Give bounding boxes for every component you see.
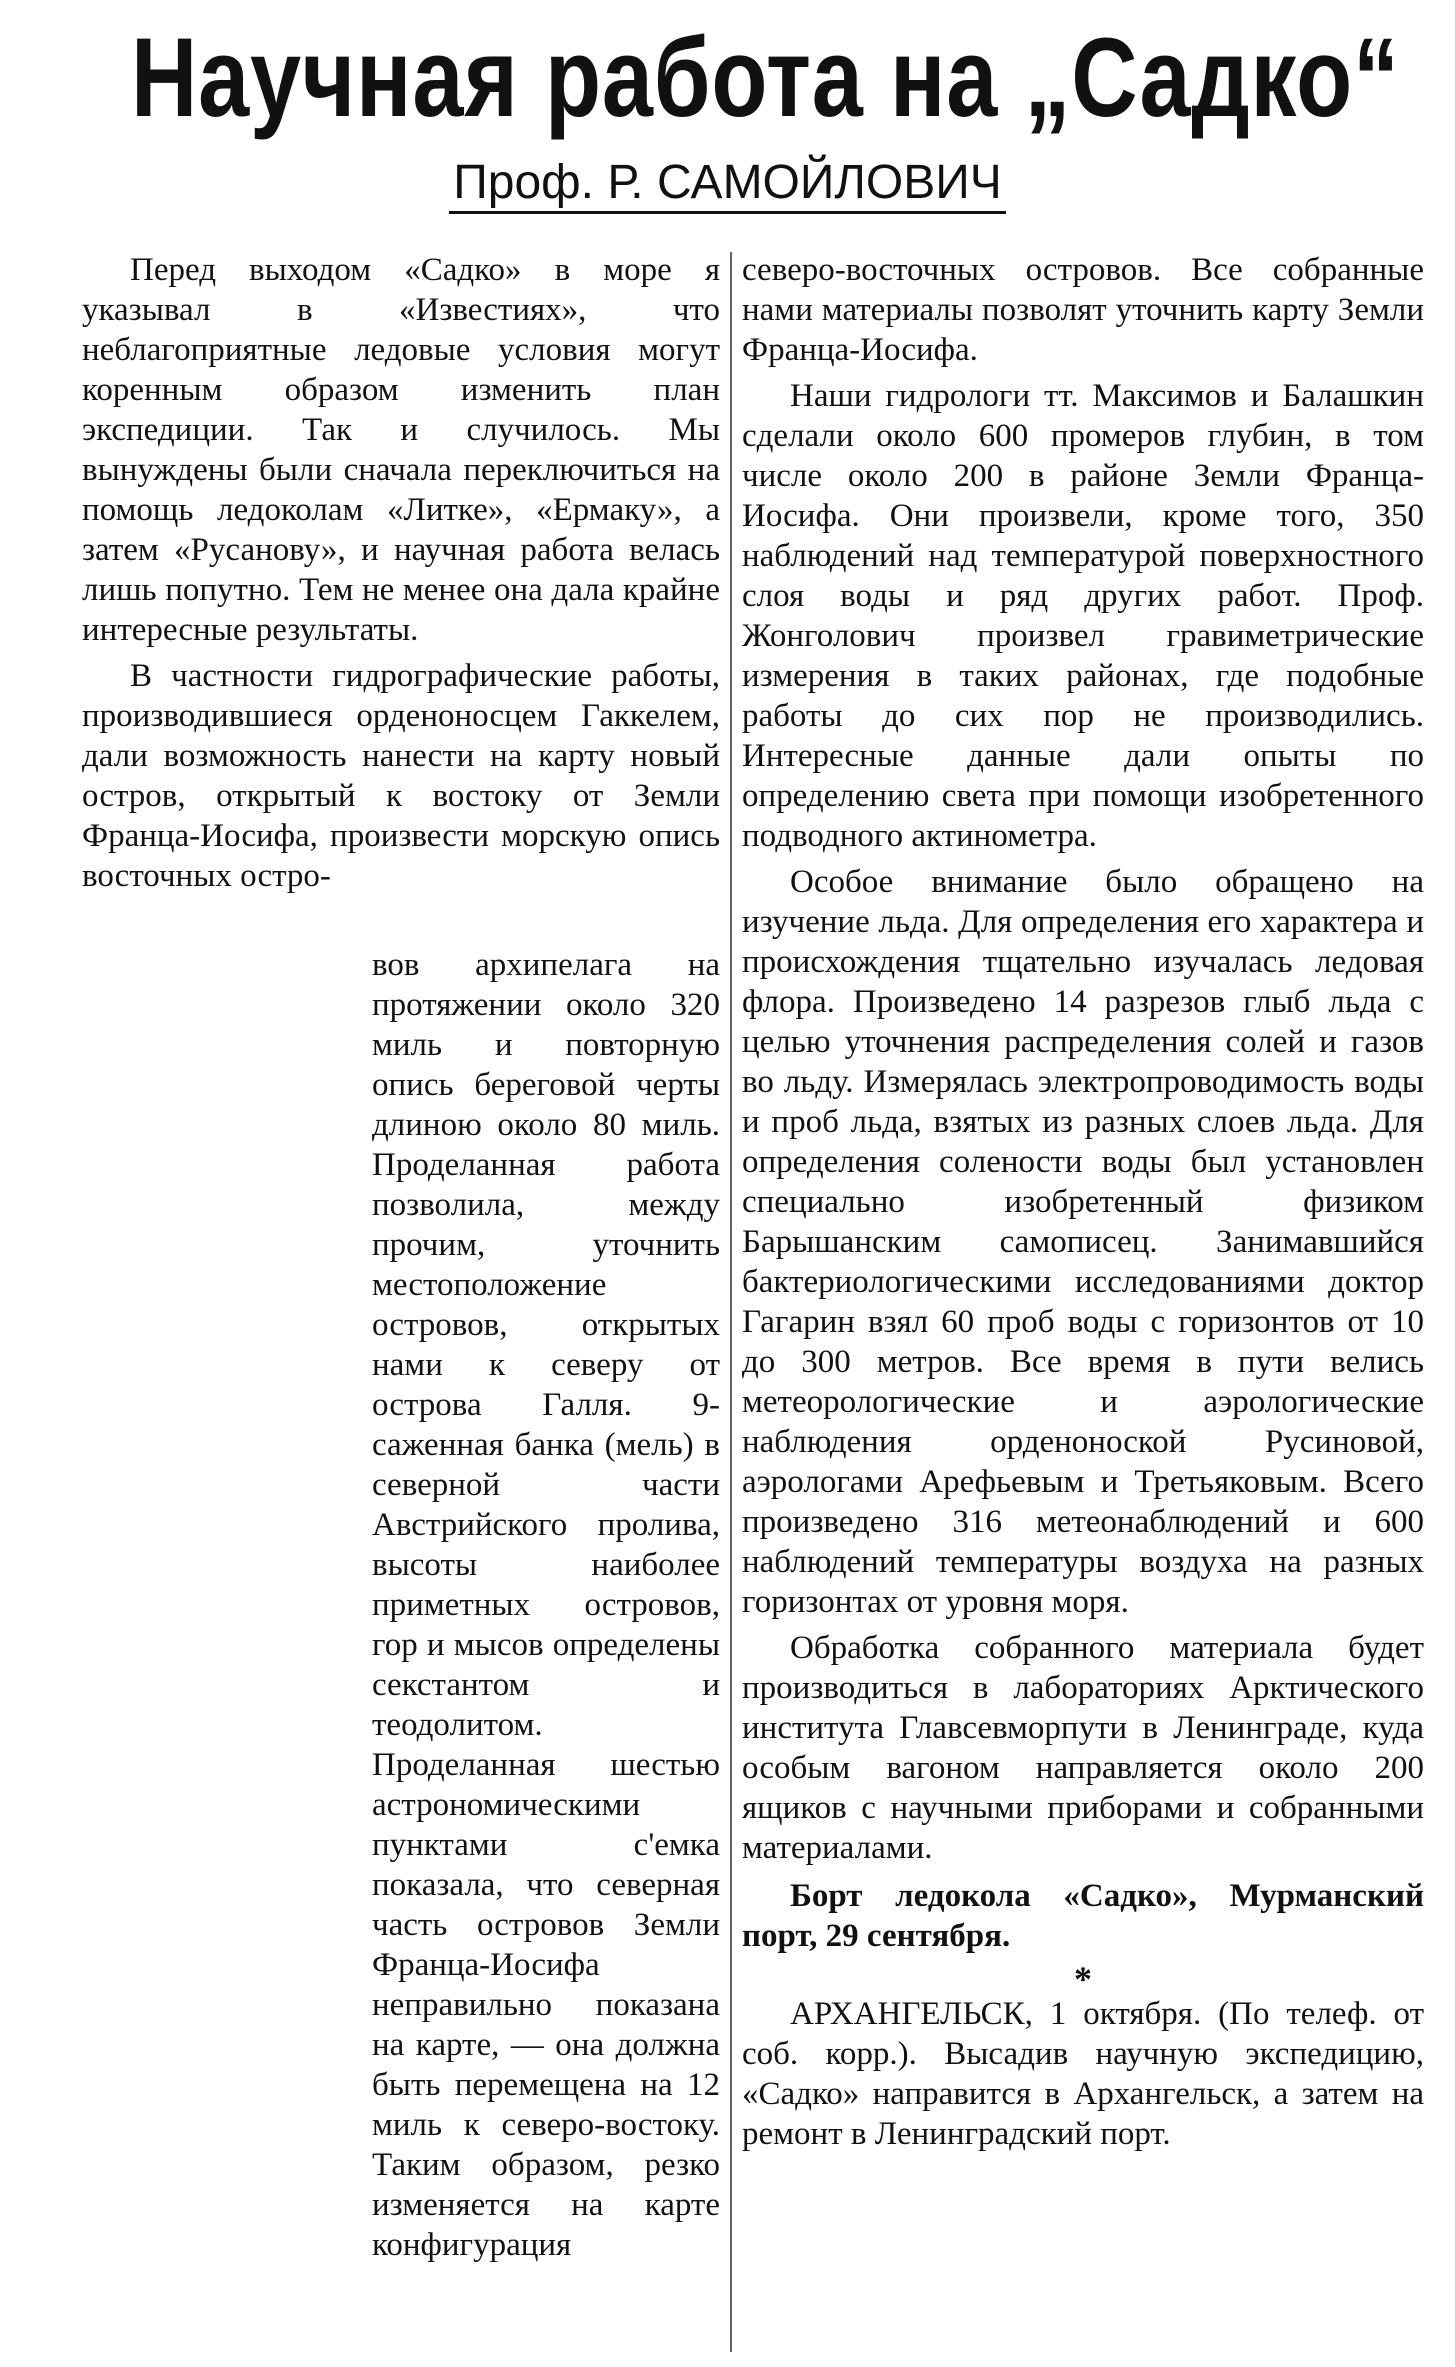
paragraph-intro: Перед выходом «Садко» в море я указывал в «Известиях», что неблагоприятные ледовые условия могут коренным образом изменить план экспедиции. Так и случилось. Мы вынуждены были сначала переключиться на помощь ледоколам «Литке», «Ермаку», а затем «Русанову», и научная работа велась лишь попутно. Тем не менее она дала крайне интересные результаты. bbox=[82, 252, 720, 648]
paragraph-hydrologists: Наши гидрологи тт. Максимов и Балашкин сделали около 600 промеров глубин, в том числе около 200 в районе Земли Франца-Иосифа. Они произвели, кроме того, 350 наблюдений над температурой поверхностного слоя воды и ряд других работ. Проф. Жонголович произвел гравиметрические измерения в таких районах, где подобные работы до сих пор не производились. Интересные данные дали опыты по определению света при помощи изобретенного подводного актинометра. bbox=[742, 378, 1424, 854]
separator-star: * bbox=[1074, 1959, 1092, 1999]
signoff-dateline: Борт ледокола «Садко», Мурманский порт, 29 сентября. bbox=[742, 1878, 1424, 1954]
paragraph-islands: северо-восточных островов. Все собранные нами материалы позволят уточнить карту Земли Франца-Иосифа. bbox=[742, 252, 1424, 368]
column-divider bbox=[730, 252, 732, 2352]
paragraph-ice-study: Особое внимание было обращено на изучение льда. Для определения его характера и происхождения тщательно изучалась ледовая флора. Произведено 14 разрезов глыб льда с целью уточнения распределения солей и газов во льду. Измерялась электропроводимость воды и проб льда, взятых из разных слоев льда. Для определения солености воды был установлен специально изобретенный физиком Барышанским самописец. Занимавшийся бактериологическими исследованиями доктор Гагарин взял 60 проб воды с горизонтов от 10 до 300 метров. Все время в пути велись метеорологические и аэрологические наблюдения орденоноской Русиновой, аэрологами Арефьевым и Третьяковым. Всего произведено 316 метеонаблюдений и 600 наблюдений температуры воздуха на разных горизонтах от уровня моря. bbox=[742, 864, 1424, 1620]
column-left bbox=[82, 250, 720, 896]
author-name: Проф. Р. САМОЙЛОВИЧ bbox=[449, 156, 1005, 214]
article-byline bbox=[0, 155, 1455, 211]
paragraph-survey: вов архипелага на протяжении около 320 миль и повторную опись береговой черты длиною около 80 миль. Проделанная работа позволила, между прочим, уточнить местоположение островов, открытых нами к северу от острова Галля. 9-саженная банка (мель) в северной части Австрийского пролива, высоты наиболее приметных островов, гор и мысов определены секстантом и теодолитом. Проделанная шестью астрономическими пунктами с'емка показала, что северная часть островов Земли Франца-Иосифа неправильно показана на карте, — она должна быть перемещена на 12 миль к северо-востоку. Таким образом, резко изменяется на карте конфигурация bbox=[372, 947, 720, 2263]
article-headline: Научная работа на „Садко“ bbox=[130, 15, 1400, 140]
paragraph-arkhangelsk: АРХАНГЕЛЬСК, 1 октября. (По телеф. от соб. корр.). Высадив научную экспедицию, «Садко» направится в Архангельск, а затем на ремонт в Ленинградский порт. bbox=[742, 1996, 1424, 2152]
column-left-continued bbox=[372, 945, 720, 2265]
column-right bbox=[742, 250, 1424, 2154]
paragraph-processing: Обработка собранного материала будет производиться в лабораториях Арктического института Главсевморпути в Ленинграде, куда особым вагоном направляется около 200 ящиков с научными приборами и собранными материалами. bbox=[742, 1630, 1424, 1866]
paragraph-hydrography: В частности гидрографические работы, производившиеся орденоносцем Гаккелем, дали возможность нанести на карту новый остров, открытый к востоку от Земли Франца-Иосифа, произвести морскую опись восточных остро- bbox=[82, 658, 720, 894]
